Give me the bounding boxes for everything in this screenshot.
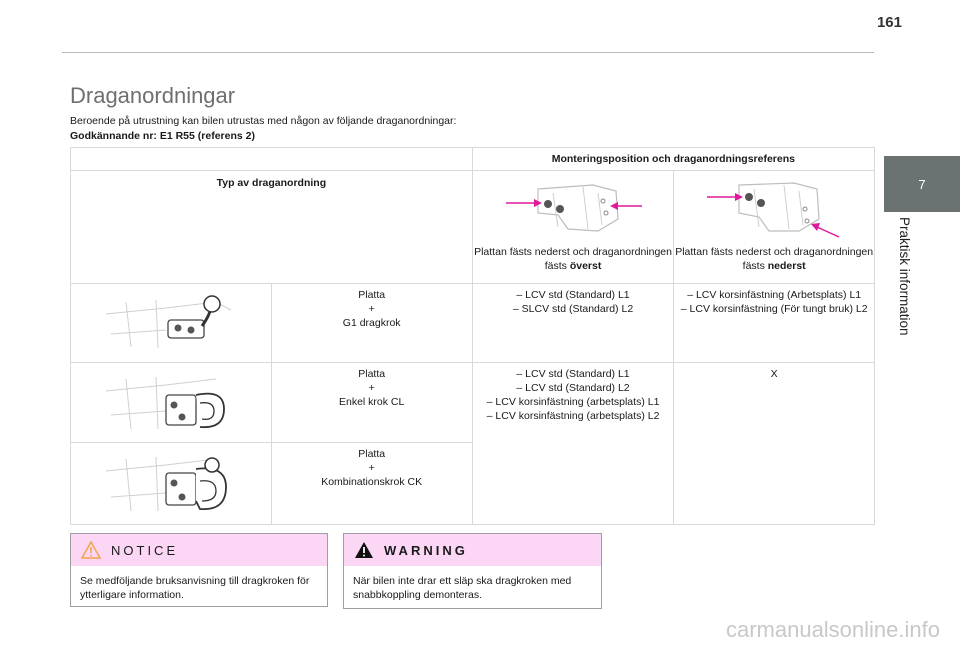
notice-text: Se medföljande bruksanvisning till dragkroken för ytterligare information. xyxy=(80,575,310,601)
g1-towball-illustration xyxy=(96,292,246,354)
mount-position-a xyxy=(472,171,674,284)
hitch-name-cl: Platta + Enkel krok CL xyxy=(271,363,472,443)
chapter-number: 7 xyxy=(918,176,926,192)
notice-label: NOTICE xyxy=(111,542,179,558)
mount-bottom-illustration xyxy=(699,179,849,239)
g1-compat-top: – LCV std (Standard) L1 – SLCV std (Standard) L2 xyxy=(472,284,674,363)
header-mount: Monteringsposition och draganordningsreferens xyxy=(472,148,874,171)
hitch-image-cl xyxy=(71,363,272,443)
header-empty xyxy=(71,148,473,171)
notice-box xyxy=(70,533,328,607)
mount-top-illustration xyxy=(498,179,648,239)
intro-text xyxy=(70,114,456,144)
page-number: 161 xyxy=(876,14,902,31)
warning-triangle-icon xyxy=(354,541,374,559)
ck-hook-illustration xyxy=(96,451,246,517)
mount-bottom-text: Plattan fästs nederst och draganordningen fästs nederst xyxy=(675,246,874,272)
cl-ck-compat-top: – LCV std (Standard) L1 – LCV std (Standard) L2 – LCV korsinfästning (arbetsplats) L1 – LCV korsinfästning (arbetsplats) L2 xyxy=(472,363,674,525)
warning-box xyxy=(343,533,602,609)
mount-top-text: Plattan fästs nederst och draganordningen fästs överst xyxy=(474,246,672,272)
g1-compat-bottom: – LCV korsinfästning (Arbetsplats) L1 – LCV korsinfästning (För tungt bruk) L2 xyxy=(674,284,875,363)
caution-triangle-icon xyxy=(81,541,101,559)
warning-label: WARNING xyxy=(384,542,468,558)
chapter-tab[interactable] xyxy=(884,156,960,212)
warning-text: När bilen inte drar ett släp ska dragkroken med snabbkoppling demonteras. xyxy=(353,575,572,601)
hitch-image-ck xyxy=(71,443,272,525)
towbar-table xyxy=(70,147,875,525)
hitch-image-g1 xyxy=(71,284,272,363)
hitch-name-ck: Platta + Kombinationskrok CK xyxy=(271,443,472,525)
hitch-name-g1: Platta + G1 dragkrok xyxy=(271,284,472,363)
notice-header xyxy=(71,534,327,566)
approval-number: Godkännande nr: E1 R55 (referens 2) xyxy=(70,130,255,142)
chapter-label: Praktisk information xyxy=(897,217,912,336)
mount-position-b xyxy=(674,171,875,284)
intro-line: Beroende på utrustning kan bilen utrustas med någon av följande draganordningar: xyxy=(70,115,457,127)
watermark: carmanualsonline.info xyxy=(725,617,940,642)
page-title: Draganordningar xyxy=(70,83,236,108)
top-divider xyxy=(62,52,874,53)
cl-ck-compat-bottom: X xyxy=(674,363,875,525)
warning-header xyxy=(344,534,601,566)
cl-hook-illustration xyxy=(96,371,246,435)
header-type: Typ av draganordning xyxy=(71,171,473,284)
